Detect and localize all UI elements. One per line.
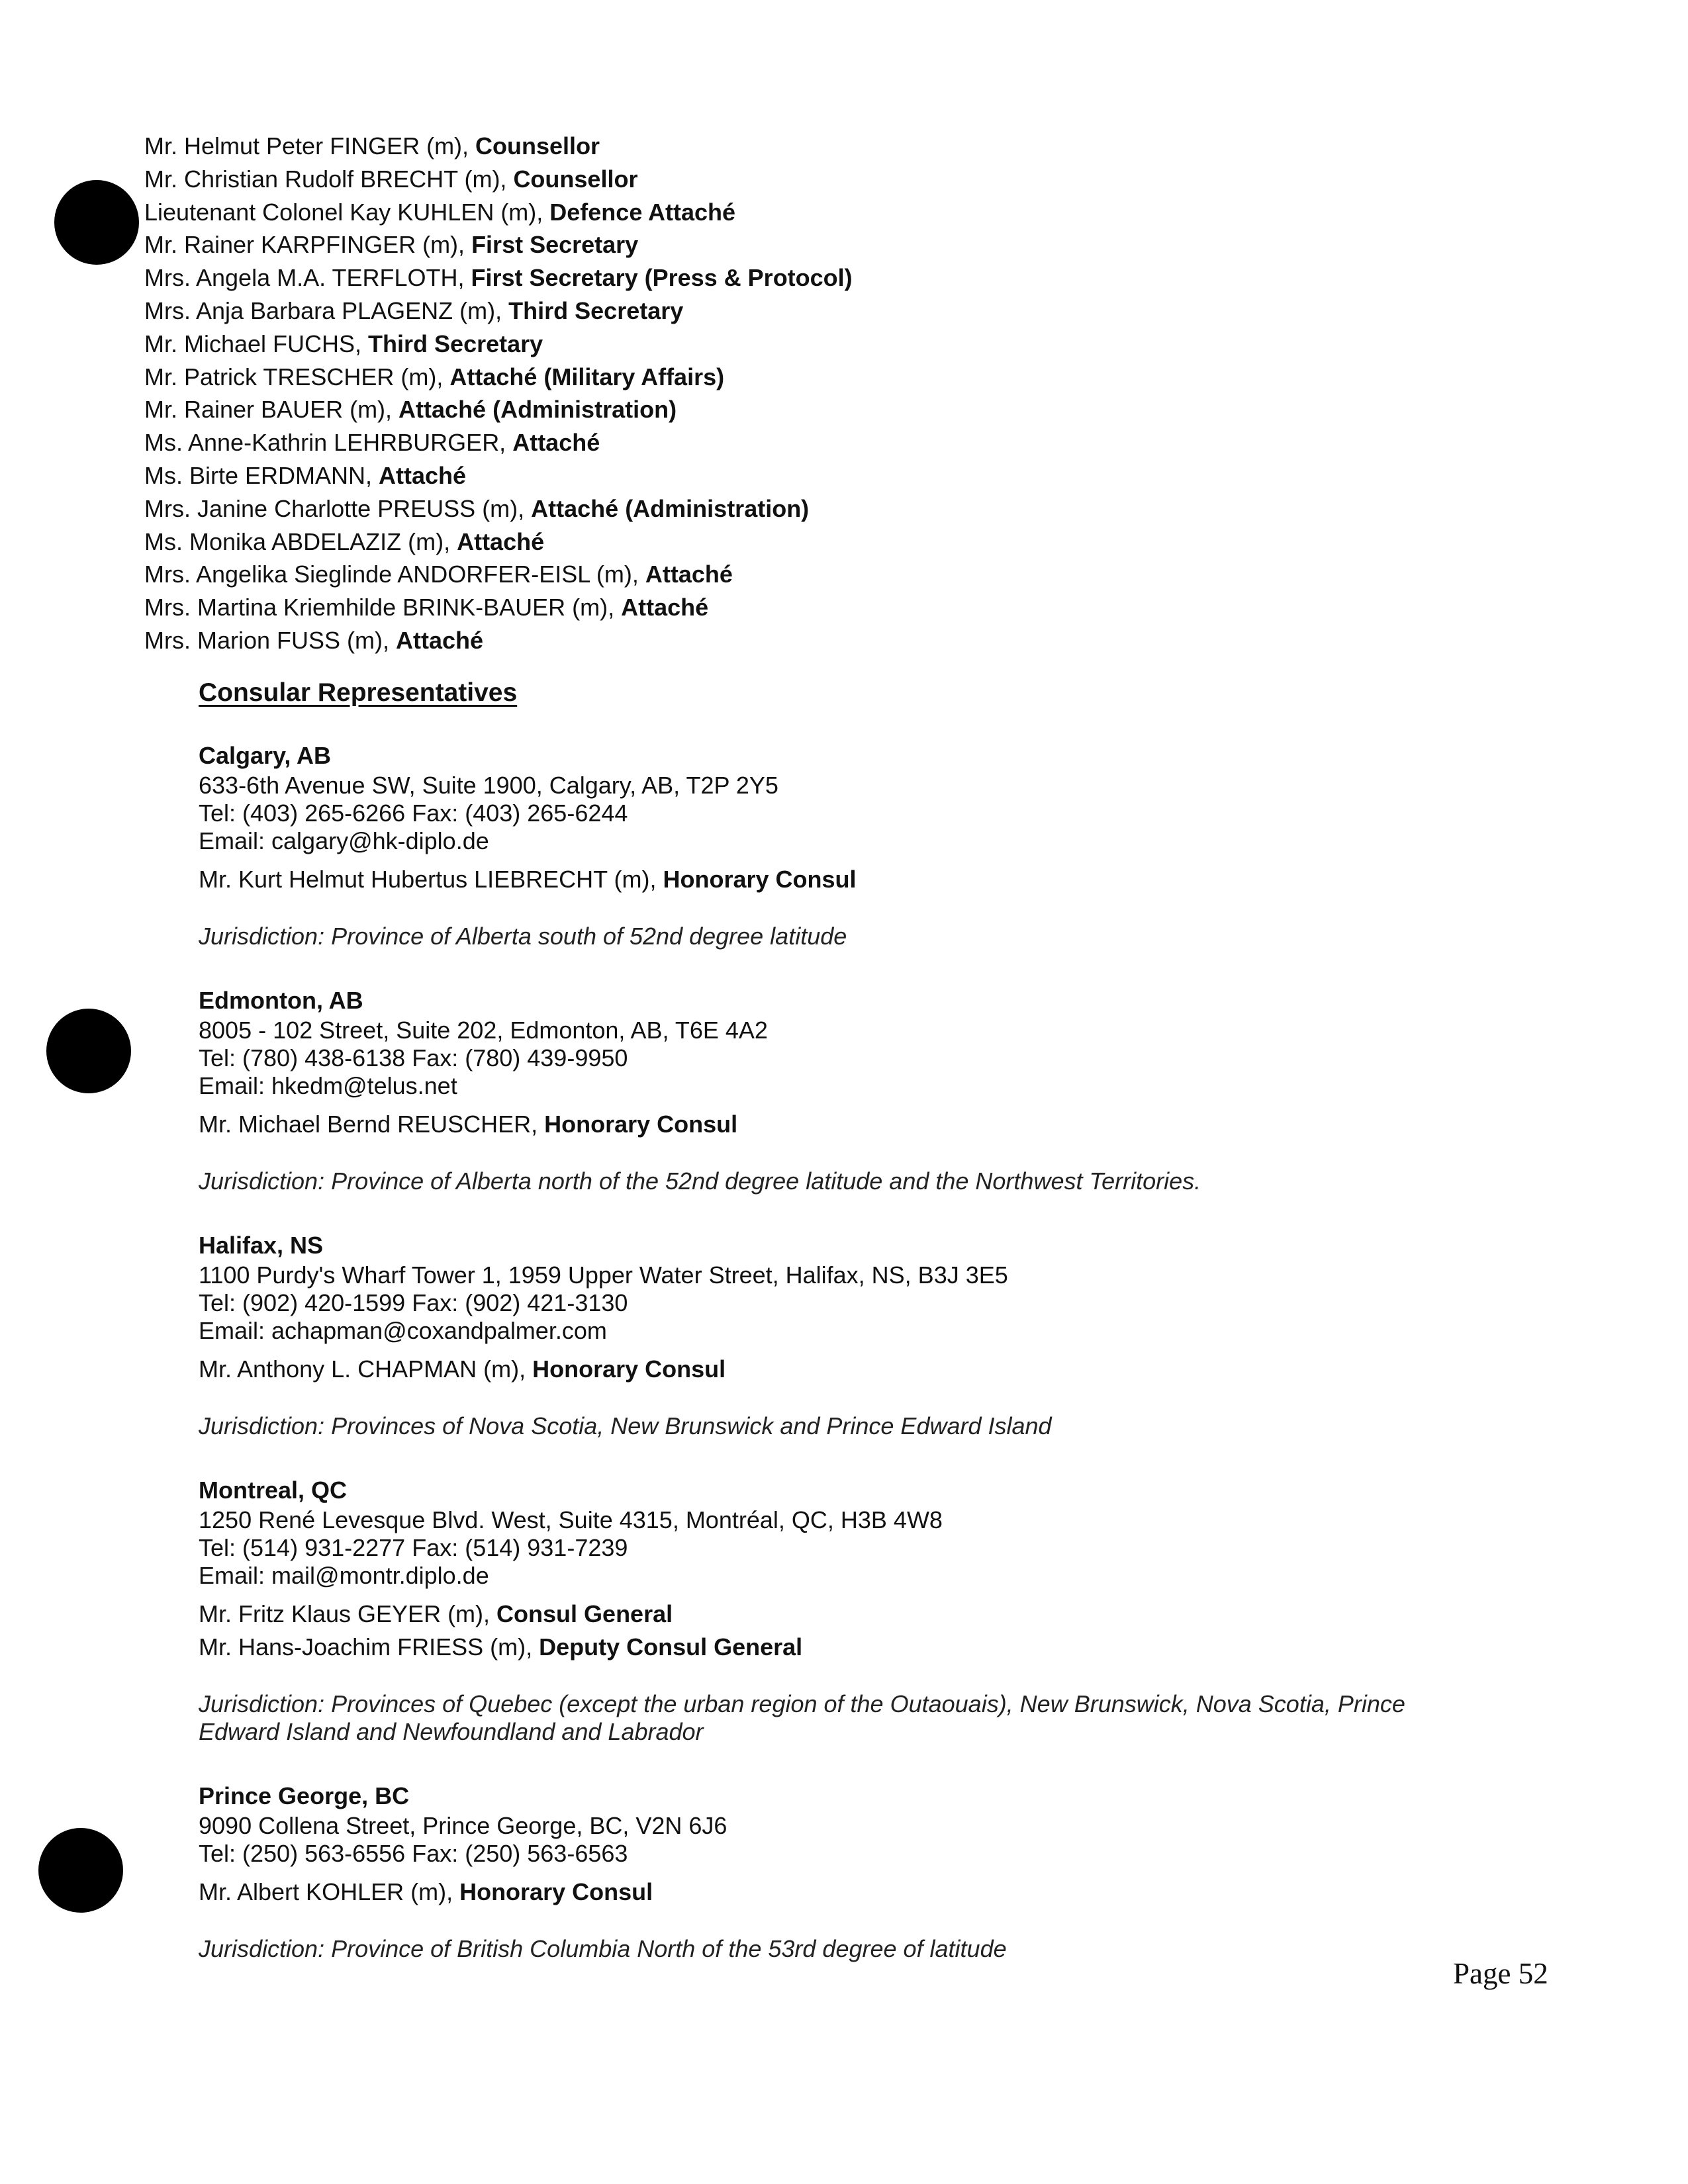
consul-name: Mr. Albert KOHLER (m),	[199, 1878, 460, 1905]
staff-entry	[144, 328, 853, 361]
staff-title: First Secretary	[471, 231, 639, 259]
office-contact-line: Tel: (780) 438-6138 Fax: (780) 439-9950	[199, 1044, 628, 1071]
office-contact-line: Tel: (902) 420-1599 Fax: (902) 421-3130	[199, 1289, 628, 1316]
consul-name: Mr. Michael Bernd REUSCHER,	[199, 1111, 545, 1138]
office-contact-line: 1250 René Levesque Blvd. West, Suite 4315, Montréal, QC, H3B 4W8	[199, 1506, 943, 1533]
staff-entry	[144, 591, 853, 624]
office-contact-line: Email: hkedm@telus.net	[199, 1072, 457, 1099]
staff-name: Mrs. Angela M.A. TERFLOTH,	[144, 264, 471, 292]
office-city: Halifax, NS	[199, 1232, 324, 1259]
consul-entry	[199, 1108, 1523, 1141]
staff-title: Counsellor	[475, 132, 600, 159]
office-city: Prince George, BC	[199, 1782, 410, 1809]
consul-name: Mr. Fritz Klaus GEYER (m),	[199, 1600, 497, 1627]
office-jurisdiction: Jurisdiction: Province of Alberta south of 52nd degree latitude	[199, 923, 847, 950]
staff-entry	[144, 361, 853, 394]
staff-entry	[144, 426, 853, 459]
staff-entry	[144, 558, 853, 591]
staff-name: Mrs. Martina Kriemhilde BRINK-BAUER (m),	[144, 594, 622, 621]
staff-title: Attaché (Administration)	[399, 396, 677, 424]
office-contact-line: Tel: (250) 563-6556 Fax: (250) 563-6563	[199, 1840, 628, 1867]
staff-entry	[144, 393, 853, 426]
page-number: Page 52	[1453, 1957, 1548, 1990]
staff-entry	[144, 459, 853, 492]
consular-office	[199, 1230, 1523, 1440]
consul-title: Honorary Consul	[544, 1111, 738, 1138]
office-persons	[199, 1876, 1523, 1909]
staff-title: Attaché	[512, 429, 600, 457]
staff-title: Defence Attaché	[549, 198, 736, 226]
consul-title: Honorary Consul	[459, 1878, 653, 1905]
consul-entry	[199, 1353, 1523, 1386]
staff-name: Ms. Anne-Kathrin LEHRBURGER,	[144, 429, 513, 457]
consular-office	[199, 1780, 1523, 1963]
consular-office	[199, 985, 1523, 1195]
office-jurisdiction: Jurisdiction: Province of Alberta north of the 52nd degree latitude and the Northwest Territories.	[199, 1167, 1201, 1195]
staff-title: Attaché	[379, 461, 467, 489]
consul-name: Mr. Anthony L. CHAPMAN (m),	[199, 1355, 533, 1383]
office-jurisdiction: Jurisdiction: Provinces of Nova Scotia, New Brunswick and Prince Edward Island	[199, 1412, 1052, 1439]
staff-name: Mrs. Marion FUSS (m),	[144, 626, 397, 654]
staff-name: Mr. Rainer KARPFINGER (m),	[144, 231, 472, 259]
office-city: Edmonton, AB	[199, 987, 363, 1014]
punch-hole	[46, 1009, 131, 1093]
staff-entry	[144, 196, 853, 229]
staff-title: Attaché	[645, 561, 733, 588]
staff-name: Lieutenant Colonel Kay KUHLEN (m),	[144, 198, 550, 226]
staff-name: Mr. Helmut Peter FINGER (m),	[144, 132, 476, 159]
office-contact-line: Email: calgary@hk-diplo.de	[199, 827, 489, 854]
office-persons	[199, 1353, 1523, 1386]
consul-title: Deputy Consul General	[539, 1633, 803, 1661]
punch-hole	[38, 1828, 123, 1913]
office-contact-line: 9090 Collena Street, Prince George, BC, V2N 6J6	[199, 1812, 727, 1839]
office-jurisdiction: Jurisdiction: Province of British Columbia North of the 53rd degree of latitude	[199, 1935, 1007, 1962]
office-contact-line: 8005 - 102 Street, Suite 202, Edmonton, AB, T6E 4A2	[199, 1017, 768, 1044]
staff-name: Ms. Birte ERDMANN,	[144, 461, 379, 489]
consular-office	[199, 1475, 1523, 1746]
staff-entry	[144, 295, 853, 328]
consul-name: Mr. Hans-Joachim FRIESS (m),	[199, 1633, 539, 1661]
consul-name: Mr. Kurt Helmut Hubertus LIEBRECHT (m),	[199, 866, 663, 893]
consul-title: Honorary Consul	[663, 866, 857, 893]
staff-title: Attaché (Military Affairs)	[449, 363, 725, 390]
consul-entry	[199, 863, 1523, 896]
office-contact-line: 1100 Purdy's Wharf Tower 1, 1959 Upper Water Street, Halifax, NS, B3J 3E5	[199, 1261, 1008, 1289]
office-city: Calgary, AB	[199, 742, 332, 769]
staff-title: Attaché	[621, 594, 709, 621]
office-persons	[199, 863, 1523, 896]
office-persons	[199, 1108, 1523, 1141]
staff-name: Mr. Michael FUCHS,	[144, 330, 369, 357]
office-contact-line: Email: achapman@coxandpalmer.com	[199, 1317, 607, 1344]
consul-entry	[199, 1631, 1523, 1664]
staff-title: Attaché (Administration)	[531, 494, 810, 522]
consular-section	[199, 674, 1523, 1997]
staff-title: Counsellor	[513, 165, 638, 193]
office-contact-line: Tel: (514) 931-2277 Fax: (514) 931-7239	[199, 1534, 628, 1561]
staff-name: Mr. Christian Rudolf BRECHT (m),	[144, 165, 514, 193]
staff-name: Ms. Monika ABDELAZIZ (m),	[144, 527, 457, 555]
staff-title: Third Secretary	[368, 330, 543, 357]
consul-title: Honorary Consul	[532, 1355, 726, 1383]
staff-entry	[144, 130, 853, 163]
staff-name: Mr. Patrick TRESCHER (m),	[144, 363, 450, 390]
staff-name: Mrs. Anja Barbara PLAGENZ (m),	[144, 296, 509, 324]
office-jurisdiction: Jurisdiction: Provinces of Quebec (except the urban region of the Outaouais), New Brunswick, Nova Scotia, Prince Edward Island and Newfoundland and Labrador	[199, 1690, 1405, 1745]
staff-name: Mr. Rainer BAUER (m),	[144, 396, 399, 424]
office-list	[199, 740, 1523, 1963]
consul-title: Consul General	[496, 1600, 673, 1627]
staff-entry	[144, 624, 853, 657]
staff-entry	[144, 525, 853, 559]
consul-entry	[199, 1598, 1523, 1631]
staff-title: Attaché	[396, 626, 484, 654]
staff-list	[144, 130, 853, 657]
consul-entry	[199, 1876, 1523, 1909]
staff-name: Mrs. Janine Charlotte PREUSS (m),	[144, 494, 532, 522]
punch-hole	[54, 180, 139, 265]
office-persons	[199, 1598, 1523, 1664]
staff-title: Third Secretary	[508, 296, 684, 324]
staff-entry	[144, 228, 853, 261]
staff-entry	[144, 163, 853, 196]
office-contact-line: 633-6th Avenue SW, Suite 1900, Calgary, AB, T2P 2Y5	[199, 772, 778, 799]
office-city: Montreal, QC	[199, 1477, 348, 1504]
staff-entry	[144, 261, 853, 295]
staff-title: Attaché	[457, 527, 545, 555]
consular-office	[199, 740, 1523, 950]
staff-name: Mrs. Angelika Sieglinde ANDORFER-EISL (m),	[144, 561, 645, 588]
office-contact-line: Tel: (403) 265-6266 Fax: (403) 265-6244	[199, 799, 628, 827]
section-heading: Consular Representatives	[199, 678, 518, 707]
staff-title: First Secretary (Press & Protocol)	[471, 264, 853, 292]
office-contact-line: Email: mail@montr.diplo.de	[199, 1562, 489, 1589]
staff-entry	[144, 492, 853, 525]
